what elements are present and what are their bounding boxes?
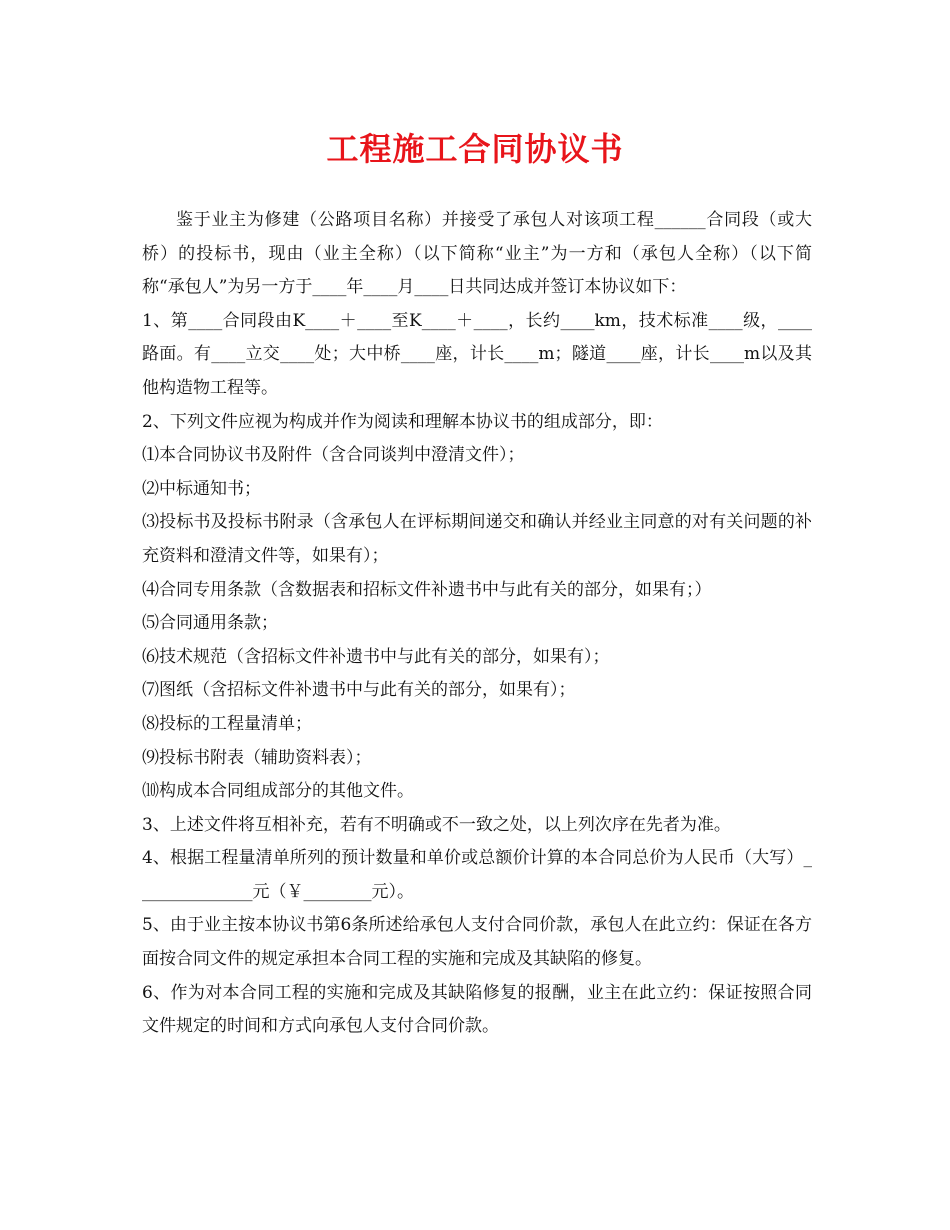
document-item-9: ⑼投标书附表（辅助资料表）； bbox=[142, 747, 372, 768]
document-item-4: ⑷合同专用条款（含数据表和招标文件补遗书中与此有关的部分，如果有；） bbox=[142, 579, 712, 600]
document-item-6: ⑹技术规范（含招标文件补遗书中与此有关的部分，如果有）； bbox=[142, 646, 610, 667]
document-item-10: ⑽构成本合同组成部分的其他文件。 bbox=[142, 781, 414, 802]
intro-paragraph: 鉴于业主为修建（公路项目名称）并接受了承包人对该项工程______合同段（或大桥）的投标书，现由（业主全称）（以下简称“业主”为一方和（承包人全称）（以下简称“承包人”为另一方于____年____月____日共同达成并签订本协议如下： bbox=[142, 210, 812, 298]
document-title: 工程施工合同协议书 bbox=[326, 130, 624, 168]
document-item-3: ⑶投标书及投标书附录（含承包人在评标期间递交和确认并经业主同意的对有关问题的补充资料和澄清文件等，如果有）； bbox=[142, 512, 812, 566]
clause-2-paragraph: 2、下列文件应视为构成并作为阅读和理解本协议书的组成部分，即： bbox=[142, 411, 663, 432]
document-item-2: ⑵中标通知书； bbox=[142, 478, 261, 499]
document-item-8: ⑻投标的工程量清单； bbox=[142, 713, 312, 734]
clause-3-paragraph: 3、上述文件将互相补充，若有不明确或不一致之处，以上列次序在先者为准。 bbox=[142, 814, 731, 835]
clause-5-paragraph: 5、由于业主按本协议书第6条所述给承包人支付合同价款，承包人在此立约：保证在各方面按合同文件的规定承担本合同工程的实施和完成及其缺陷的修复。 bbox=[142, 915, 812, 970]
document-item-7: ⑺图纸（含招标文件补遗书中与此有关的部分，如果有）； bbox=[142, 680, 576, 701]
document-body bbox=[142, 204, 812, 1044]
clause-6-paragraph: 6、作为对本合同工程的实施和完成及其缺陷修复的报酬，业主在此立约：保证按照合同文件规定的时间和方式向承包人支付合同价款。 bbox=[142, 982, 812, 1037]
clause-4-paragraph: 4、根据工程量清单所列的预计数量和单价或总额价计算的本合同总价为人民币（大写）______________元（￥________元）。 bbox=[142, 848, 812, 902]
document-item-1: ⑴本合同协议书及附件（含合同谈判中澄清文件）； bbox=[142, 445, 525, 466]
clause-1-paragraph: 1、第____合同段由K____＋____至K____＋____，长约____km，技术标准____级，____路面。有____立交____处；大中桥____座，计长____m；隧道____座，计长____m以及其他构造物工程等。 bbox=[142, 310, 812, 398]
document-item-5: ⑸合同通用条款； bbox=[142, 613, 278, 634]
